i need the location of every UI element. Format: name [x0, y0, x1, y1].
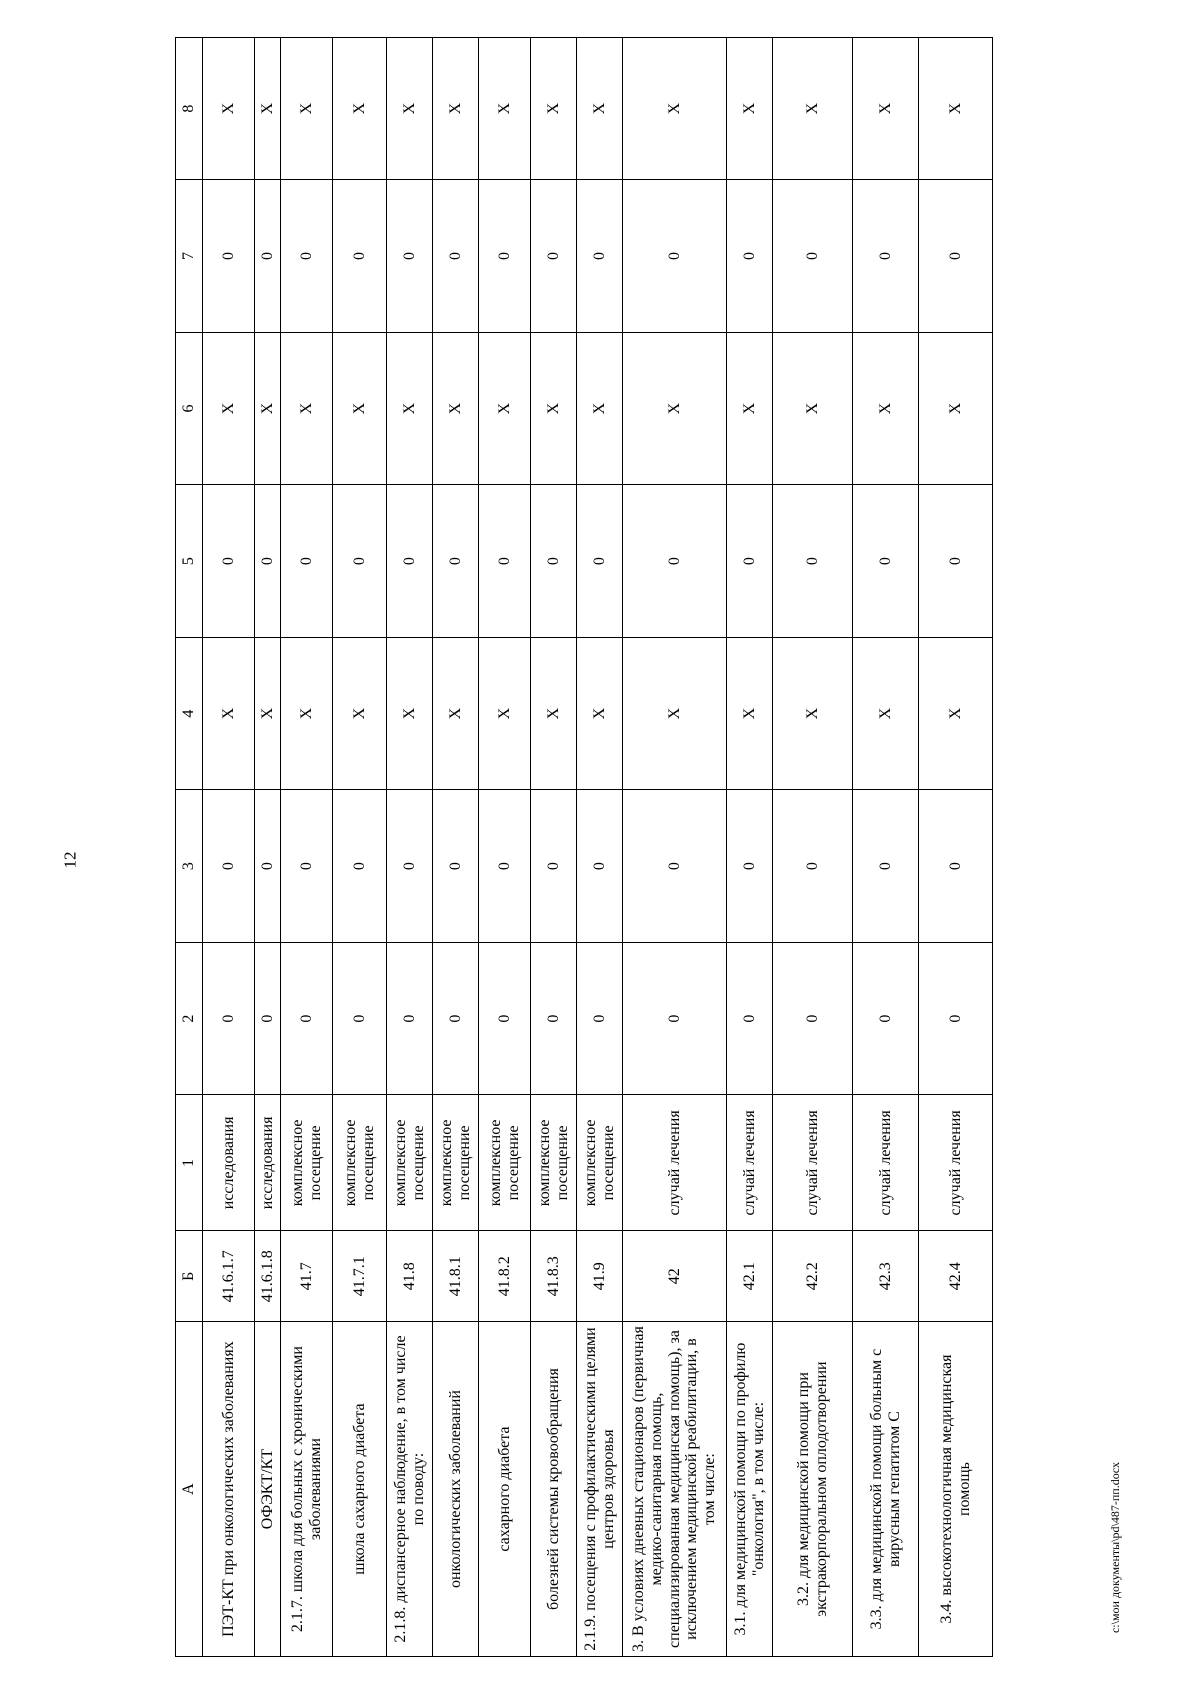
- table-cell: Х: [387, 38, 433, 180]
- table-cell: Х: [255, 637, 281, 790]
- table-cell: Х: [623, 332, 727, 485]
- table-cell: 0: [255, 485, 281, 638]
- table-cell: 0: [531, 485, 577, 638]
- table-cell: 0: [281, 180, 333, 333]
- row-code-cell: 41.8.2: [479, 1231, 531, 1322]
- table-cell: 0: [531, 942, 577, 1095]
- row-code-cell: 41.8.1: [433, 1231, 479, 1322]
- table-container: [175, 37, 1025, 1657]
- table-cell: Х: [281, 637, 333, 790]
- row-label-cell: 3.1. для медицинской помощи по профилю "онкология", в том числе:: [727, 1322, 773, 1657]
- row-label-cell: ОФЭКТ/КТ: [255, 1322, 281, 1657]
- table-cell: Х: [387, 637, 433, 790]
- table-cell: Х: [727, 38, 773, 180]
- table-cell: Х: [479, 637, 531, 790]
- table-cell: Х: [919, 38, 993, 180]
- table-cell: комплексное посещение: [387, 1095, 433, 1231]
- table-cell: 0: [281, 790, 333, 943]
- table-cell: 0: [203, 942, 255, 1095]
- row-label-cell: школа сахарного диабета: [333, 1322, 387, 1657]
- table-cell: 0: [577, 180, 623, 333]
- table-cell: 0: [773, 942, 853, 1095]
- row-code-cell: 41.8: [387, 1231, 433, 1322]
- column-header: 1: [176, 1095, 203, 1231]
- table-cell: Х: [773, 332, 853, 485]
- table-cell: Х: [773, 38, 853, 180]
- row-label-cell: болезней системы кровообращения: [531, 1322, 577, 1657]
- table-cell: комплексное посещение: [433, 1095, 479, 1231]
- table-cell: 0: [387, 485, 433, 638]
- table-cell: 0: [727, 485, 773, 638]
- row-code-cell: 42.2: [773, 1231, 853, 1322]
- row-label-cell: онкологических заболеваний: [433, 1322, 479, 1657]
- table-cell: 0: [853, 942, 919, 1095]
- table-cell: Х: [203, 38, 255, 180]
- table-cell: Х: [333, 332, 387, 485]
- column-header: А: [176, 1322, 203, 1657]
- table-cell: случай лечения: [919, 1095, 993, 1231]
- row-label-cell: 2.1.7. школа для больных с хроническими заболеваниями: [281, 1322, 333, 1657]
- table-cell: 0: [433, 942, 479, 1095]
- table-cell: 0: [479, 485, 531, 638]
- table-cell: 0: [203, 485, 255, 638]
- table-row: [433, 38, 479, 1657]
- table-row: [773, 38, 853, 1657]
- table-cell: Х: [531, 332, 577, 485]
- table-cell: Х: [203, 637, 255, 790]
- table-row: [203, 38, 255, 1657]
- table-cell: 0: [479, 790, 531, 943]
- table-cell: 0: [577, 790, 623, 943]
- table-cell: Х: [387, 332, 433, 485]
- table-row: [255, 38, 281, 1657]
- row-code-cell: 42.4: [919, 1231, 993, 1322]
- table-cell: 0: [255, 180, 281, 333]
- row-code-cell: 41.7: [281, 1231, 333, 1322]
- table-cell: Х: [281, 332, 333, 485]
- table-cell: Х: [281, 38, 333, 180]
- table-cell: 0: [577, 485, 623, 638]
- table-row: [281, 38, 333, 1657]
- table-cell: комплексное посещение: [333, 1095, 387, 1231]
- table-cell: 0: [255, 790, 281, 943]
- table-cell: 0: [853, 485, 919, 638]
- table-cell: 0: [773, 180, 853, 333]
- table-cell: Х: [919, 332, 993, 485]
- table-cell: Х: [203, 332, 255, 485]
- table-cell: 0: [919, 942, 993, 1095]
- table-cell: 0: [387, 942, 433, 1095]
- table-cell: Х: [853, 38, 919, 180]
- table-cell: исследования: [203, 1095, 255, 1231]
- table-cell: 0: [919, 790, 993, 943]
- row-code-cell: 41.9: [577, 1231, 623, 1322]
- table-cell: 0: [333, 790, 387, 943]
- page-number: 12: [60, 851, 80, 869]
- row-label-cell: 2.1.9. посещения с профилактическими целями центров здоровья: [577, 1322, 623, 1657]
- table-cell: 0: [773, 790, 853, 943]
- table-cell: Х: [727, 637, 773, 790]
- table-cell: 0: [727, 942, 773, 1095]
- table-row: [479, 38, 531, 1657]
- column-header: 5: [176, 485, 203, 638]
- table-cell: 0: [203, 180, 255, 333]
- table-cell: случай лечения: [773, 1095, 853, 1231]
- table-cell: 0: [623, 790, 727, 943]
- table-cell: 0: [281, 942, 333, 1095]
- table-cell: 0: [623, 485, 727, 638]
- column-header: Б: [176, 1231, 203, 1322]
- table-cell: Х: [577, 332, 623, 485]
- table-cell: Х: [531, 38, 577, 180]
- table-cell: Х: [577, 637, 623, 790]
- table-cell: случай лечения: [727, 1095, 773, 1231]
- row-code-cell: 41.8.3: [531, 1231, 577, 1322]
- column-header: 8: [176, 38, 203, 180]
- row-code-cell: 42: [623, 1231, 727, 1322]
- column-header: 2: [176, 942, 203, 1095]
- table-row: [623, 38, 727, 1657]
- table-cell: 0: [727, 790, 773, 943]
- table-row: [387, 38, 433, 1657]
- table-cell: 0: [531, 790, 577, 943]
- table-cell: 0: [623, 942, 727, 1095]
- table-cell: Х: [773, 637, 853, 790]
- row-label-cell: 3. В условиях дневных стационаров (первичная медико-санитарная помощь, специализированная медицинская помощь), за исключением медицинской реабилитации, в том числе:: [623, 1322, 727, 1657]
- table-cell: комплексное посещение: [479, 1095, 531, 1231]
- table-cell: 0: [281, 485, 333, 638]
- row-label-cell: 2.1.8. диспансерное наблюдение, в том числе по поводу:: [387, 1322, 433, 1657]
- table-cell: Х: [433, 38, 479, 180]
- table-cell: 0: [727, 180, 773, 333]
- table-cell: 0: [919, 180, 993, 333]
- data-table: [175, 37, 993, 1657]
- table-cell: Х: [623, 38, 727, 180]
- column-header: 7: [176, 180, 203, 333]
- table-cell: комплексное посещение: [281, 1095, 333, 1231]
- table-cell: 0: [433, 485, 479, 638]
- table-cell: 0: [433, 790, 479, 943]
- table-cell: 0: [203, 790, 255, 943]
- table-row: [531, 38, 577, 1657]
- table-row: [853, 38, 919, 1657]
- row-code-cell: 42.3: [853, 1231, 919, 1322]
- table-cell: комплексное посещение: [577, 1095, 623, 1231]
- row-code-cell: 42.1: [727, 1231, 773, 1322]
- table-cell: исследования: [255, 1095, 281, 1231]
- table-cell: случай лечения: [853, 1095, 919, 1231]
- table-cell: 0: [387, 180, 433, 333]
- column-header: 4: [176, 637, 203, 790]
- table-cell: 0: [333, 180, 387, 333]
- table-cell: 0: [433, 180, 479, 333]
- footer-file-path: c:\мои документы\pd\487-пп.docx: [1108, 1461, 1123, 1634]
- table-row: [727, 38, 773, 1657]
- table-header-row: [176, 38, 203, 1657]
- table-cell: Х: [433, 637, 479, 790]
- table-cell: Х: [433, 332, 479, 485]
- column-header: 6: [176, 332, 203, 485]
- table-cell: 0: [255, 942, 281, 1095]
- table-row: [919, 38, 993, 1657]
- table-cell: 0: [479, 180, 531, 333]
- column-header: 3: [176, 790, 203, 943]
- table-cell: Х: [919, 637, 993, 790]
- table-cell: 0: [623, 180, 727, 333]
- table-cell: Х: [479, 38, 531, 180]
- table-cell: Х: [853, 332, 919, 485]
- row-label-cell: сахарного диабета: [479, 1322, 531, 1657]
- table-cell: 0: [479, 942, 531, 1095]
- table-cell: 0: [577, 942, 623, 1095]
- table-cell: 0: [773, 485, 853, 638]
- row-label-cell: ПЭТ-КТ при онкологических заболеваниях: [203, 1322, 255, 1657]
- row-code-cell: 41.7.1: [333, 1231, 387, 1322]
- table-cell: Х: [255, 38, 281, 180]
- table-cell: случай лечения: [623, 1095, 727, 1231]
- table-row: [333, 38, 387, 1657]
- table-cell: 0: [853, 790, 919, 943]
- table-cell: 0: [333, 942, 387, 1095]
- table-cell: Х: [333, 637, 387, 790]
- row-code-cell: 41.6.1.8: [255, 1231, 281, 1322]
- table-cell: Х: [531, 637, 577, 790]
- table-cell: Х: [255, 332, 281, 485]
- table-cell: 0: [333, 485, 387, 638]
- table-cell: Х: [853, 637, 919, 790]
- table-cell: 0: [919, 485, 993, 638]
- row-label-cell: 3.4. высокотехнологичная медицинская помощь: [919, 1322, 993, 1657]
- row-code-cell: 41.6.1.7: [203, 1231, 255, 1322]
- table-cell: Х: [727, 332, 773, 485]
- table-cell: Х: [479, 332, 531, 485]
- row-label-cell: 3.2. для медицинской помощи при экстракорпоральном оплодотворении: [773, 1322, 853, 1657]
- row-label-cell: 3.3. для медицинской помощи больным с вирусным гепатитом С: [853, 1322, 919, 1657]
- table-cell: 0: [387, 790, 433, 943]
- table-cell: Х: [577, 38, 623, 180]
- table-cell: 0: [853, 180, 919, 333]
- table-cell: комплексное посещение: [531, 1095, 577, 1231]
- table-cell: 0: [531, 180, 577, 333]
- table-cell: Х: [623, 637, 727, 790]
- table-row: [577, 38, 623, 1657]
- table-cell: Х: [333, 38, 387, 180]
